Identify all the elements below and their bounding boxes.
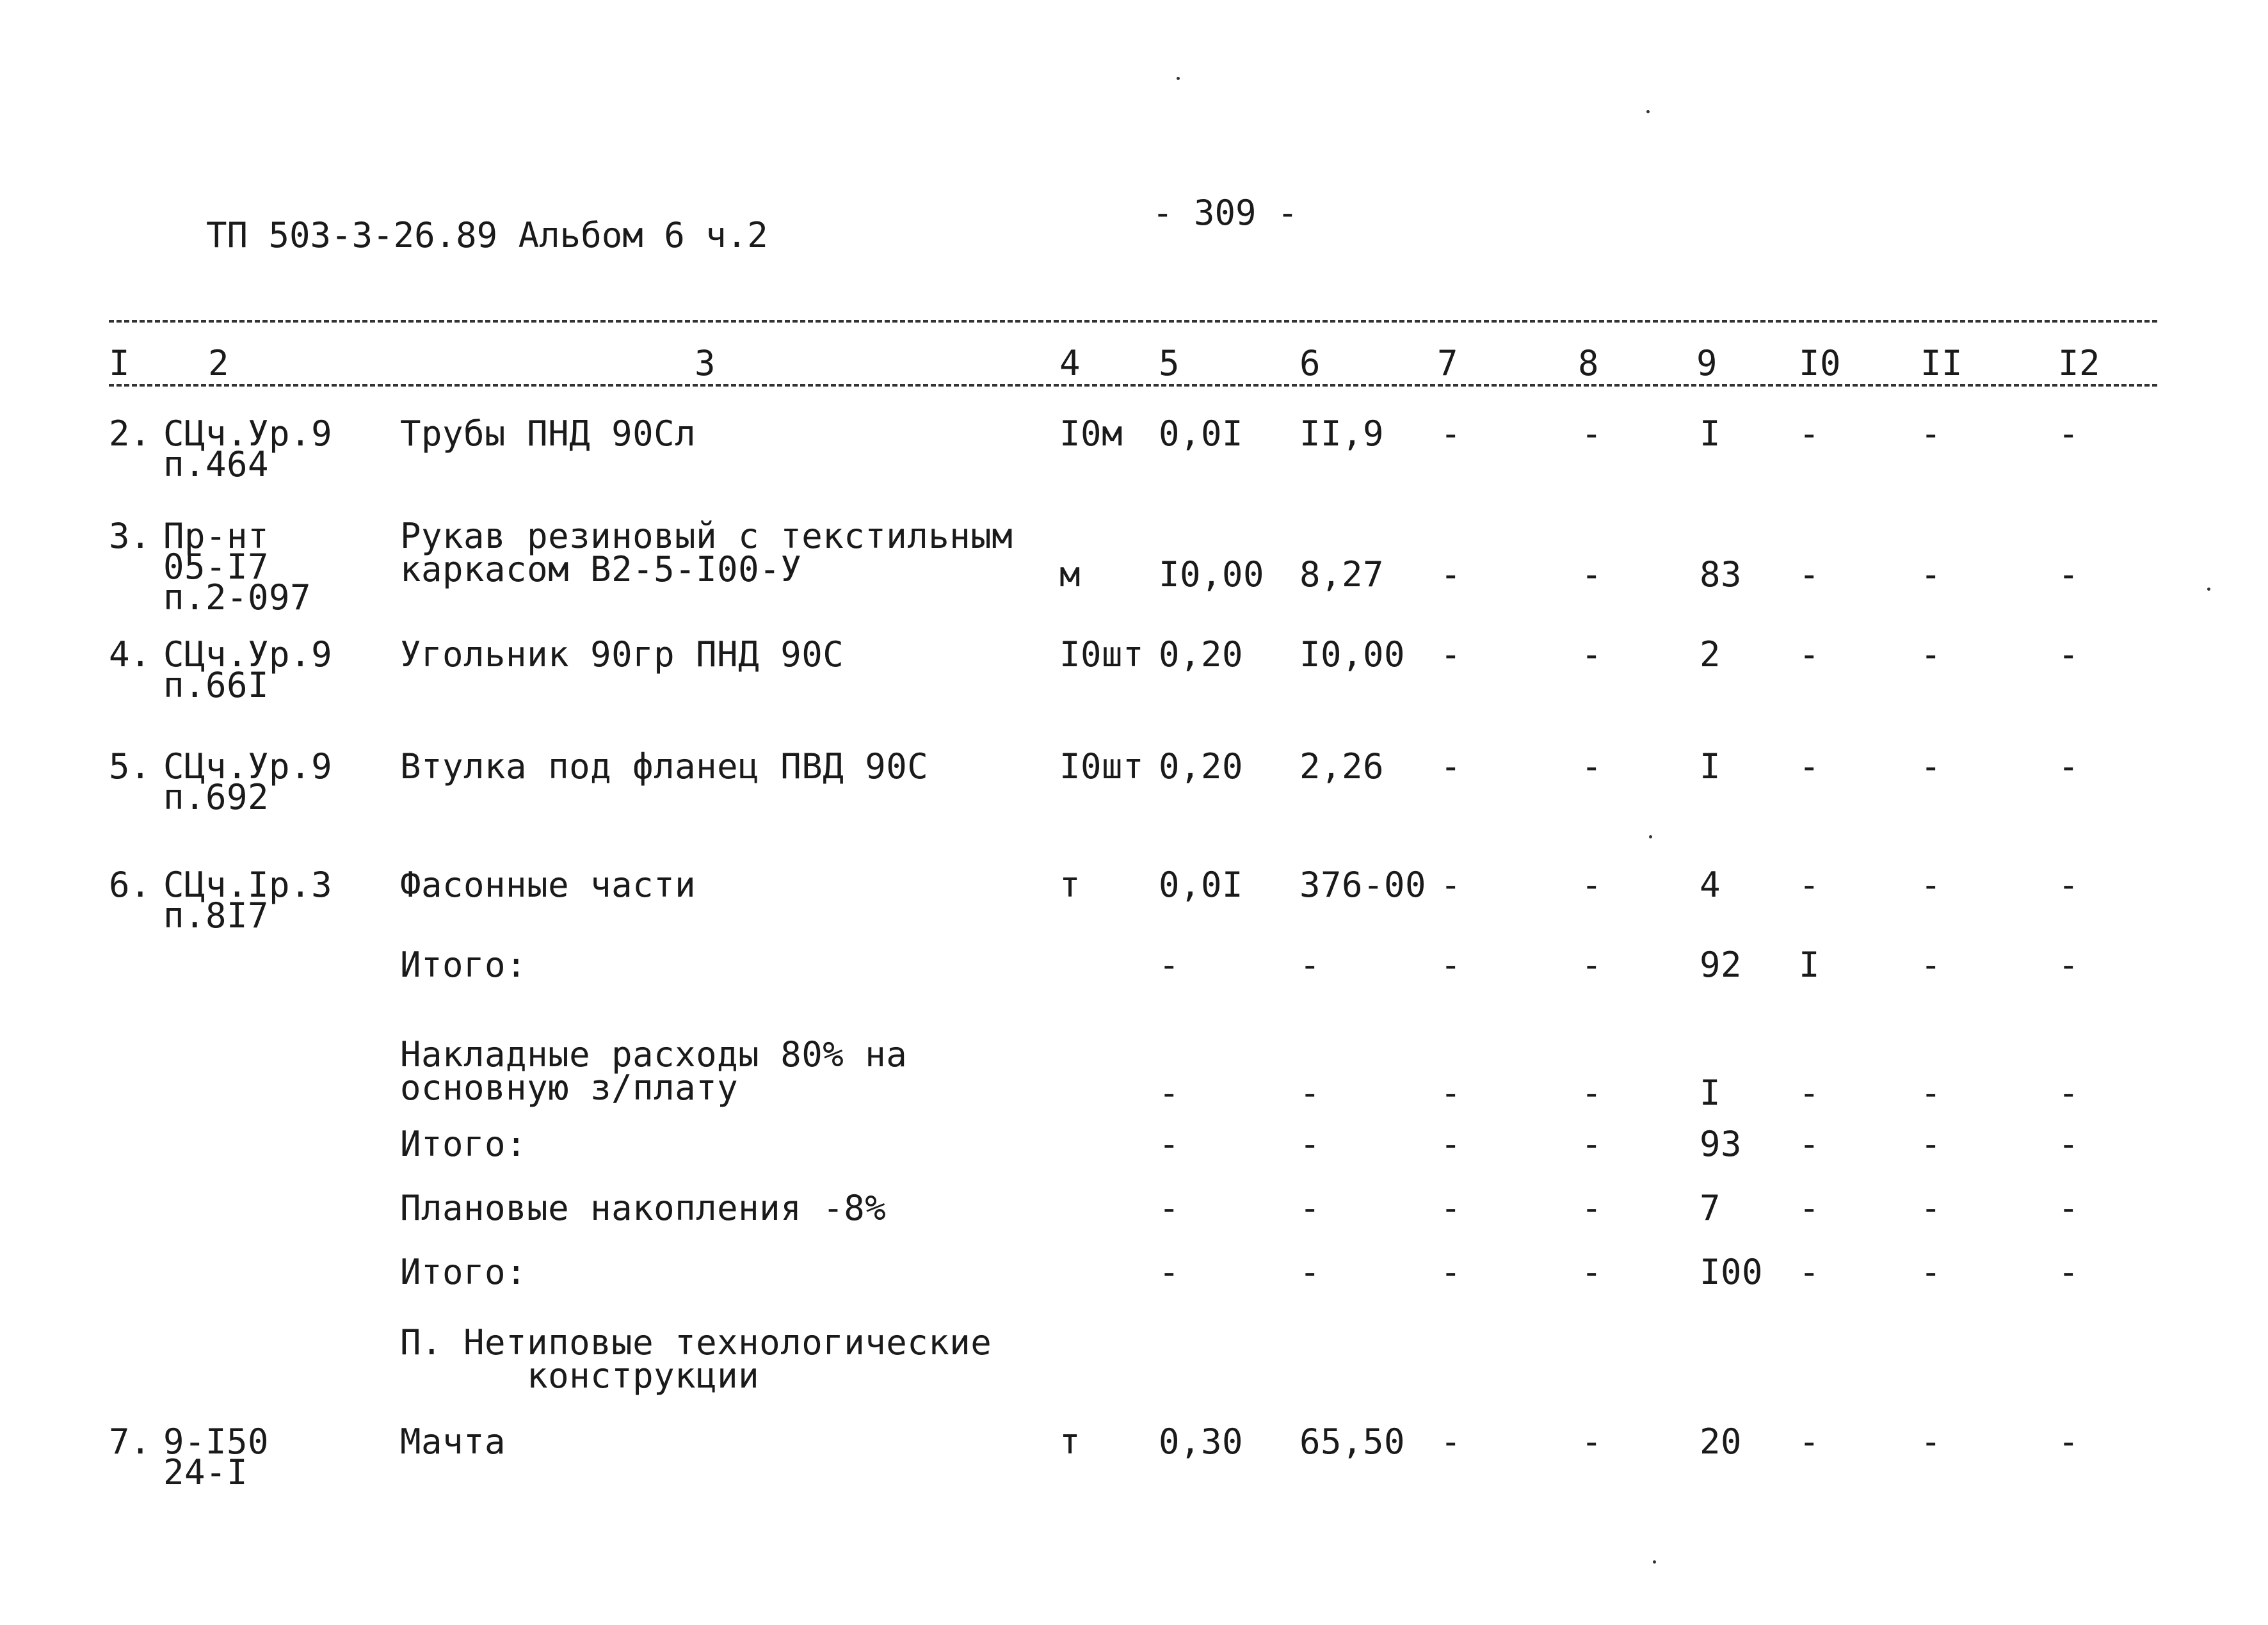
cell-qty: 0,0I xyxy=(1159,865,1244,905)
cell-c9: 4 xyxy=(1700,865,1721,905)
cell-c7: - xyxy=(1440,554,1462,595)
cell-c8: - xyxy=(1581,865,1603,905)
row-code: 05-I7 xyxy=(163,547,269,587)
row-code: Пр-нт xyxy=(163,516,269,556)
cell-price: - xyxy=(1299,1073,1321,1113)
cell-qty: - xyxy=(1159,1073,1180,1113)
cell-price: 65,50 xyxy=(1299,1421,1406,1462)
cell-c9: 2 xyxy=(1700,634,1721,675)
row-number: 5. xyxy=(109,746,152,787)
row-number: 7. xyxy=(109,1421,152,1462)
cell-c11: - xyxy=(1920,865,1942,905)
cell-c10: - xyxy=(1799,1073,1821,1113)
cell-c12: - xyxy=(2058,1124,2080,1164)
cell-c10: - xyxy=(1799,1421,1821,1462)
cell-c8: - xyxy=(1581,413,1603,454)
row-description: П. Нетиповые технологические xyxy=(400,1322,992,1363)
cell-c8: - xyxy=(1581,746,1603,787)
table-top-rule xyxy=(109,320,2157,323)
cell-unit: I0м xyxy=(1059,413,1123,454)
cell-c9: 7 xyxy=(1700,1188,1721,1228)
cell-price: I0,00 xyxy=(1299,634,1406,675)
row-description: Рукав резиновый с текстильным xyxy=(400,516,1013,556)
cell-c8: - xyxy=(1581,554,1603,595)
cell-c12: - xyxy=(2058,865,2080,905)
cell-c8: - xyxy=(1581,1252,1603,1292)
column-header-7: 7 xyxy=(1437,343,1459,383)
row-description: Фасонные части xyxy=(400,865,696,905)
scan-speck xyxy=(1646,110,1650,113)
cell-price: - xyxy=(1299,945,1321,985)
cell-qty: 0,20 xyxy=(1159,634,1244,675)
row-code: СЦч.Ур.9 xyxy=(163,634,333,675)
column-header-10: I0 xyxy=(1799,343,1842,383)
cell-c7: - xyxy=(1440,413,1462,454)
column-header-3: 3 xyxy=(695,343,716,383)
row-number: 3. xyxy=(109,516,152,556)
row-code: п.2-097 xyxy=(163,577,312,618)
cell-c7: - xyxy=(1440,746,1462,787)
row-code: СЦч.Iр.3 xyxy=(163,865,333,905)
cell-c7: - xyxy=(1440,945,1462,985)
cell-c9: I xyxy=(1700,1073,1721,1113)
cell-qty: - xyxy=(1159,1188,1180,1228)
row-description: Итого: xyxy=(400,1252,527,1292)
cell-c11: - xyxy=(1920,746,1942,787)
row-code: СЦч.Ур.9 xyxy=(163,413,333,454)
cell-c10: - xyxy=(1799,865,1821,905)
cell-qty: 0,30 xyxy=(1159,1421,1244,1462)
cell-qty: 0,0I xyxy=(1159,413,1244,454)
cell-unit: I0шт xyxy=(1059,634,1145,675)
cell-c7: - xyxy=(1440,1188,1462,1228)
cell-c10: I xyxy=(1799,945,1821,985)
cell-price: - xyxy=(1299,1252,1321,1292)
row-description: Трубы ПНД 90Сл xyxy=(400,413,696,454)
column-header-5: 5 xyxy=(1159,343,1180,383)
row-description: Плановые накопления -8% xyxy=(400,1188,887,1228)
cell-c11: - xyxy=(1920,1188,1942,1228)
cell-c10: - xyxy=(1799,1124,1821,1164)
cell-c11: - xyxy=(1920,554,1942,595)
cell-price: - xyxy=(1299,1188,1321,1228)
row-code: 9-I50 xyxy=(163,1421,269,1462)
row-number: 6. xyxy=(109,865,152,905)
row-description: основную з/плату xyxy=(400,1068,739,1108)
cell-c11: - xyxy=(1920,1421,1942,1462)
cell-qty: 0,20 xyxy=(1159,746,1244,787)
row-number: 2. xyxy=(109,413,152,454)
cell-qty: I0,00 xyxy=(1159,554,1265,595)
cell-c8: - xyxy=(1581,634,1603,675)
cell-c11: - xyxy=(1920,1073,1942,1113)
doc-ref: ТП 503-3-26.89 Альбом 6 ч.2 xyxy=(206,215,768,255)
cell-c9: 93 xyxy=(1700,1124,1742,1164)
row-code: п.8I7 xyxy=(163,895,269,936)
row-code: 24-I xyxy=(163,1452,248,1493)
cell-qty: - xyxy=(1159,1252,1180,1292)
row-description: Мачта xyxy=(400,1421,506,1462)
cell-c10: - xyxy=(1799,1188,1821,1228)
cell-c11: - xyxy=(1920,413,1942,454)
cell-c8: - xyxy=(1581,1188,1603,1228)
cell-price: - xyxy=(1299,1124,1321,1164)
cell-c9: 92 xyxy=(1700,945,1742,985)
cell-c10: - xyxy=(1799,746,1821,787)
cell-c8: - xyxy=(1581,1073,1603,1113)
cell-c12: - xyxy=(2058,1188,2080,1228)
column-header-9: 9 xyxy=(1696,343,1718,383)
scan-speck xyxy=(1649,835,1652,838)
column-header-11: II xyxy=(1920,343,1963,383)
cell-c11: - xyxy=(1920,1124,1942,1164)
column-header-6: 6 xyxy=(1299,343,1321,383)
row-number: 4. xyxy=(109,634,152,675)
row-description: Угольник 90гр ПНД 90С xyxy=(400,634,844,675)
cell-unit: I0шт xyxy=(1059,746,1145,787)
cell-c12: - xyxy=(2058,945,2080,985)
cell-unit: м xyxy=(1059,554,1081,595)
row-code: п.464 xyxy=(163,444,269,484)
cell-c12: - xyxy=(2058,1421,2080,1462)
cell-c10: - xyxy=(1799,1252,1821,1292)
cell-c12: - xyxy=(2058,413,2080,454)
cell-unit: т xyxy=(1059,1421,1081,1462)
cell-c8: - xyxy=(1581,1421,1603,1462)
cell-c7: - xyxy=(1440,865,1462,905)
row-description: каркасом В2-5-I00-У xyxy=(400,549,802,589)
cell-c9: I00 xyxy=(1700,1252,1764,1292)
scan-speck xyxy=(1177,77,1180,80)
cell-c12: - xyxy=(2058,1252,2080,1292)
cell-c12: - xyxy=(2058,634,2080,675)
row-description: конструкции xyxy=(400,1356,760,1396)
cell-c9: I xyxy=(1700,746,1721,787)
cell-c10: - xyxy=(1799,413,1821,454)
column-header-8: 8 xyxy=(1578,343,1600,383)
cell-c9: 20 xyxy=(1700,1421,1742,1462)
column-header-4: 4 xyxy=(1059,343,1081,383)
cell-c10: - xyxy=(1799,554,1821,595)
scan-speck xyxy=(2207,588,2210,591)
cell-unit: т xyxy=(1059,865,1081,905)
cell-c10: - xyxy=(1799,634,1821,675)
row-code: п.692 xyxy=(163,777,269,817)
scan-speck xyxy=(1653,1560,1656,1564)
row-code: п.66I xyxy=(163,665,269,705)
row-code: СЦч.Ур.9 xyxy=(163,746,333,787)
cell-c12: - xyxy=(2058,1073,2080,1113)
cell-price: 8,27 xyxy=(1299,554,1385,595)
cell-c7: - xyxy=(1440,1421,1462,1462)
cell-c9: I xyxy=(1700,413,1721,454)
cell-c9: 83 xyxy=(1700,554,1742,595)
cell-qty: - xyxy=(1159,945,1180,985)
cell-c11: - xyxy=(1920,1252,1942,1292)
column-header-12: I2 xyxy=(2058,343,2101,383)
row-description: Итого: xyxy=(400,945,527,985)
cell-c11: - xyxy=(1920,945,1942,985)
row-description: Втулка под фланец ПВД 90С xyxy=(400,746,929,787)
cell-price: 2,26 xyxy=(1299,746,1385,787)
cell-c12: - xyxy=(2058,554,2080,595)
column-header-1: I xyxy=(109,343,131,383)
cell-c12: - xyxy=(2058,746,2080,787)
cell-c7: - xyxy=(1440,634,1462,675)
cell-c7: - xyxy=(1440,1073,1462,1113)
cell-c11: - xyxy=(1920,634,1942,675)
page-number: - 309 - xyxy=(1152,193,1298,233)
cell-qty: - xyxy=(1159,1124,1180,1164)
cell-price: II,9 xyxy=(1299,413,1385,454)
cell-c8: - xyxy=(1581,945,1603,985)
cell-price: 376-00 xyxy=(1299,865,1427,905)
column-header-rule xyxy=(109,384,2157,387)
row-description: Накладные расходы 80% на xyxy=(400,1034,908,1075)
row-description: Итого: xyxy=(400,1124,527,1164)
cell-c7: - xyxy=(1440,1124,1462,1164)
cell-c7: - xyxy=(1440,1252,1462,1292)
cell-c8: - xyxy=(1581,1124,1603,1164)
column-header-2: 2 xyxy=(208,343,230,383)
